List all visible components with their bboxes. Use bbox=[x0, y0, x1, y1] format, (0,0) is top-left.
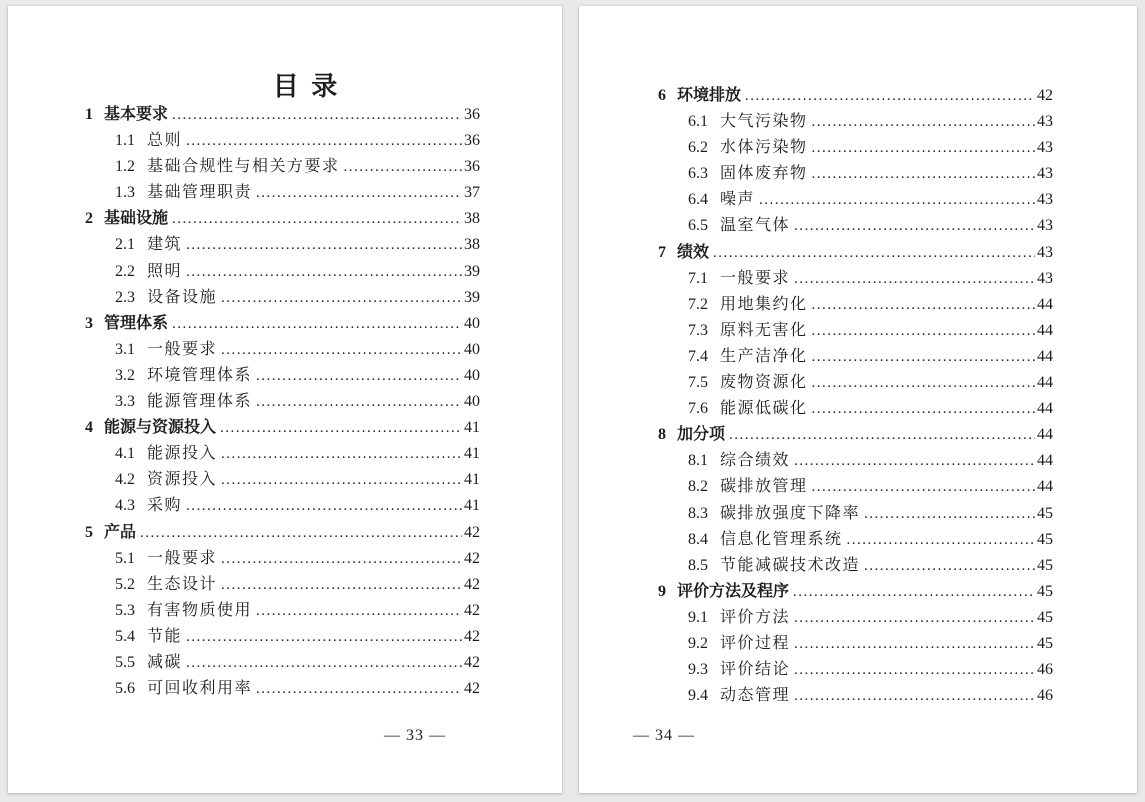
toc-entry-page: 40 bbox=[464, 314, 480, 332]
toc-entry-page: 44 bbox=[1037, 400, 1053, 418]
toc-leader-dots bbox=[812, 292, 1035, 318]
toc-entry-label: 噪声 bbox=[720, 191, 756, 209]
toc-entry bbox=[85, 624, 480, 650]
toc-entry bbox=[658, 161, 1053, 187]
toc-leader-dots bbox=[186, 259, 462, 285]
toc-entry bbox=[658, 396, 1053, 422]
toc-entry-number: 7.5 bbox=[688, 374, 708, 392]
toc-leader-dots bbox=[256, 180, 462, 206]
toc-entry-number: 5.6 bbox=[115, 680, 135, 698]
toc-entry-number: 8.3 bbox=[688, 504, 708, 522]
toc-entry bbox=[85, 128, 480, 154]
toc-entry-page: 39 bbox=[464, 262, 480, 280]
toc-entry-label: 评价方法及程序 bbox=[677, 582, 790, 600]
toc-entry-label: 生产洁净化 bbox=[720, 347, 808, 365]
toc-entry bbox=[658, 109, 1053, 135]
toc-leader-dots bbox=[186, 128, 462, 154]
toc-entry-label: 评价过程 bbox=[720, 634, 791, 652]
toc-entry-label: 减碳 bbox=[147, 653, 183, 671]
toc-entry-page: 42 bbox=[464, 523, 480, 541]
toc-entry bbox=[85, 337, 480, 363]
toc-entry-page: 46 bbox=[1037, 661, 1053, 679]
toc-entry bbox=[85, 676, 480, 702]
toc-entry bbox=[658, 605, 1053, 631]
toc-entry-number: 3.1 bbox=[115, 340, 135, 358]
toc-leader-dots bbox=[729, 422, 1035, 448]
toc-entry bbox=[85, 546, 480, 572]
toc-entry bbox=[658, 474, 1053, 500]
toc-leader-dots bbox=[864, 501, 1035, 527]
toc-title: 目 录 bbox=[272, 72, 341, 101]
toc-entry-label: 一般要求 bbox=[720, 269, 791, 287]
toc-leader-dots bbox=[812, 474, 1035, 500]
toc-entry-page: 44 bbox=[1037, 374, 1053, 392]
toc-entry-number: 3.3 bbox=[115, 393, 135, 411]
toc-leader-dots bbox=[256, 363, 462, 389]
toc-entry bbox=[85, 363, 480, 389]
toc-entry-number: 8.5 bbox=[688, 556, 708, 574]
toc-entry-page: 42 bbox=[464, 627, 480, 645]
toc-leader-dots bbox=[812, 370, 1035, 396]
toc-entry-label: 基础管理职责 bbox=[147, 184, 253, 202]
toc-entry-number: 6.5 bbox=[688, 217, 708, 235]
toc-entry bbox=[85, 259, 480, 285]
page-number-34: — 34 — bbox=[633, 727, 695, 745]
toc-leader-dots bbox=[812, 109, 1035, 135]
toc-entry-number: 9.3 bbox=[688, 661, 708, 679]
toc-entry-page: 41 bbox=[464, 497, 480, 515]
toc-entry-page: 38 bbox=[464, 236, 480, 254]
toc-entry-number: 7.2 bbox=[688, 295, 708, 313]
toc-entry-number: 8.2 bbox=[688, 478, 708, 496]
toc-entry-label: 水体污染物 bbox=[720, 139, 808, 157]
toc-entry-label: 综合绩效 bbox=[720, 452, 791, 470]
toc-entry-number: 2 bbox=[85, 210, 93, 228]
toc-entry-number: 5.1 bbox=[115, 549, 135, 567]
toc-leader-dots bbox=[793, 579, 1035, 605]
toc-entry bbox=[85, 154, 480, 180]
toc-entry-page: 39 bbox=[464, 288, 480, 306]
toc-entry-number: 4.2 bbox=[115, 471, 135, 489]
toc-entry-number: 9.1 bbox=[688, 608, 708, 626]
toc-entry-page: 40 bbox=[464, 393, 480, 411]
toc-entry bbox=[658, 501, 1053, 527]
toc-entry-number: 8.4 bbox=[688, 530, 708, 548]
toc-entry-page: 42 bbox=[464, 680, 480, 698]
toc-leader-dots bbox=[794, 213, 1035, 239]
toc-leader-dots bbox=[220, 415, 462, 441]
toc-entry-page: 40 bbox=[464, 340, 480, 358]
toc-leader-dots bbox=[221, 285, 462, 311]
toc-entry-page: 44 bbox=[1037, 295, 1053, 313]
toc-entry-label: 基础设施 bbox=[104, 210, 169, 228]
toc-leader-dots bbox=[812, 135, 1035, 161]
toc-entry-number: 1.2 bbox=[115, 158, 135, 176]
toc-entry-page: 40 bbox=[464, 366, 480, 384]
toc-leader-dots bbox=[812, 161, 1035, 187]
document-page-33 bbox=[8, 6, 562, 793]
toc-entry-label: 照明 bbox=[147, 262, 183, 280]
toc-leader-dots bbox=[221, 546, 462, 572]
toc-entry-page: 36 bbox=[464, 106, 480, 123]
toc-entry-label: 原料无害化 bbox=[720, 321, 808, 339]
toc-leader-dots bbox=[812, 344, 1035, 370]
toc-entry-page: 46 bbox=[1037, 687, 1053, 705]
page-33-content bbox=[8, 6, 562, 793]
toc-entry-label: 温室气体 bbox=[720, 217, 791, 235]
toc-entry bbox=[658, 631, 1053, 657]
toc-entry-label: 总则 bbox=[147, 132, 183, 150]
toc-entry-number: 9.4 bbox=[688, 687, 708, 705]
toc-entry bbox=[658, 657, 1053, 683]
toc-entry bbox=[658, 579, 1053, 605]
toc-entry-label: 碳排放管理 bbox=[720, 478, 808, 496]
toc-entry bbox=[658, 318, 1053, 344]
toc-entry-page: 44 bbox=[1037, 426, 1053, 444]
toc-entry bbox=[658, 135, 1053, 161]
toc-entry-number: 3.2 bbox=[115, 366, 135, 384]
toc-entry-label: 资源投入 bbox=[147, 471, 218, 489]
toc-entry-page: 42 bbox=[464, 549, 480, 567]
toc-entry-page: 43 bbox=[1037, 217, 1053, 235]
toc-entry-number: 7.4 bbox=[688, 347, 708, 365]
toc-leader-dots bbox=[812, 318, 1035, 344]
toc-leader-dots bbox=[186, 624, 462, 650]
toc-entry-label: 废物资源化 bbox=[720, 374, 808, 392]
toc-entry-page: 44 bbox=[1037, 478, 1053, 496]
toc-entry-label: 设备设施 bbox=[147, 288, 218, 306]
toc-leader-dots bbox=[745, 83, 1035, 109]
toc-entry-label: 能源投入 bbox=[147, 445, 218, 463]
toc-leader-dots bbox=[794, 605, 1035, 631]
toc-entry bbox=[658, 527, 1053, 553]
toc-leader-dots bbox=[172, 311, 462, 337]
toc-entry-number: 1.1 bbox=[115, 132, 135, 150]
toc-entry bbox=[658, 292, 1053, 318]
toc-entry bbox=[658, 344, 1053, 370]
toc-entry-label: 基本要求 bbox=[104, 106, 169, 123]
toc-entry-page: 43 bbox=[1037, 113, 1053, 131]
toc-entry-label: 用地集约化 bbox=[720, 295, 808, 313]
toc-entry-page: 45 bbox=[1037, 556, 1053, 574]
toc-entry-label: 有害物质使用 bbox=[147, 601, 253, 619]
toc-entry bbox=[85, 650, 480, 676]
toc-entry-number: 5.5 bbox=[115, 653, 135, 671]
toc-leader-dots bbox=[221, 337, 462, 363]
toc-entry-label: 能源管理体系 bbox=[147, 393, 253, 411]
toc-entry bbox=[85, 180, 480, 206]
toc-entry-label: 建筑 bbox=[147, 236, 183, 254]
toc-entry-number: 6.2 bbox=[688, 139, 708, 157]
toc-entry-page: 44 bbox=[1037, 347, 1053, 365]
toc-entry-label: 产品 bbox=[104, 523, 137, 541]
toc-entry bbox=[658, 683, 1053, 709]
toc-leader-dots bbox=[186, 650, 462, 676]
toc-leader-dots bbox=[794, 657, 1035, 683]
toc-leader-dots bbox=[713, 240, 1035, 266]
toc-entry bbox=[85, 206, 480, 232]
toc-entry bbox=[85, 415, 480, 441]
toc-entry-page: 41 bbox=[464, 445, 480, 463]
toc-entry-number: 3 bbox=[85, 314, 93, 332]
toc-entry-number: 5.4 bbox=[115, 627, 135, 645]
toc-leader-dots bbox=[794, 683, 1035, 709]
toc-entry-page: 45 bbox=[1037, 634, 1053, 652]
toc-entry-label: 评价方法 bbox=[720, 608, 791, 626]
toc-entry-page: 44 bbox=[1037, 321, 1053, 339]
toc-entry-number: 8.1 bbox=[688, 452, 708, 470]
toc-leader-dots bbox=[221, 441, 462, 467]
toc-entry-number: 9.2 bbox=[688, 634, 708, 652]
toc-entry-number: 7 bbox=[658, 243, 666, 261]
toc-entry-number: 8 bbox=[658, 426, 666, 444]
toc-leader-dots bbox=[794, 631, 1035, 657]
toc-entry-label: 可回收利用率 bbox=[147, 680, 253, 698]
toc-entry-label: 碳排放强度下降率 bbox=[720, 504, 861, 522]
toc-entry-page: 41 bbox=[464, 419, 480, 437]
toc-entry-label: 节能 bbox=[147, 627, 183, 645]
toc-entry bbox=[85, 102, 480, 128]
toc-leader-dots bbox=[256, 676, 462, 702]
toc-entry-number: 5.2 bbox=[115, 575, 135, 593]
toc-entry-page: 42 bbox=[464, 575, 480, 593]
toc-entry-number: 2.3 bbox=[115, 288, 135, 306]
toc-entry bbox=[658, 187, 1053, 213]
toc-entry-label: 基础合规性与相关方要求 bbox=[147, 158, 340, 176]
toc-entry-label: 固体废弃物 bbox=[720, 165, 808, 183]
page-number-33: — 33 — bbox=[384, 727, 446, 745]
toc-entry bbox=[85, 311, 480, 337]
toc-entry-label: 绩效 bbox=[677, 243, 710, 261]
toc-entry-number: 6 bbox=[658, 87, 666, 104]
toc-entry bbox=[658, 370, 1053, 396]
toc-entry-label: 评价结论 bbox=[720, 661, 791, 679]
toc-leader-dots bbox=[172, 102, 462, 128]
toc-entry-page: 42 bbox=[464, 601, 480, 619]
toc-leader-dots bbox=[812, 396, 1035, 422]
toc-entry-label: 一般要求 bbox=[147, 549, 218, 567]
toc-entry bbox=[85, 441, 480, 467]
toc-entry-label: 生态设计 bbox=[147, 575, 218, 593]
toc-leader-dots bbox=[256, 598, 462, 624]
toc-entry-number: 6.1 bbox=[688, 113, 708, 131]
toc-entry-page: 44 bbox=[1037, 452, 1053, 470]
toc-entry-page: 43 bbox=[1037, 243, 1053, 261]
toc-entry-number: 1.3 bbox=[115, 184, 135, 202]
toc-entry-number: 5.3 bbox=[115, 601, 135, 619]
toc-entry bbox=[85, 572, 480, 598]
toc-list-left bbox=[85, 102, 480, 702]
toc-entry bbox=[658, 448, 1053, 474]
toc-entry-number: 5 bbox=[85, 523, 93, 541]
toc-entry-label: 管理体系 bbox=[104, 314, 169, 332]
toc-entry-page: 43 bbox=[1037, 191, 1053, 209]
toc-entry-page: 43 bbox=[1037, 269, 1053, 287]
toc-entry-number: 7.6 bbox=[688, 400, 708, 418]
toc-entry-label: 信息化管理系统 bbox=[720, 530, 843, 548]
toc-entry-label: 环境排放 bbox=[677, 87, 742, 104]
toc-entry-page: 41 bbox=[464, 471, 480, 489]
toc-entry bbox=[658, 266, 1053, 292]
toc-entry bbox=[85, 389, 480, 415]
document-page-34 bbox=[579, 6, 1137, 793]
toc-entry bbox=[658, 553, 1053, 579]
toc-leader-dots bbox=[847, 527, 1035, 553]
toc-entry-page: 45 bbox=[1037, 608, 1053, 626]
toc-entry-page: 36 bbox=[464, 158, 480, 176]
toc-list-right bbox=[658, 6, 1053, 709]
toc-entry-page: 36 bbox=[464, 132, 480, 150]
toc-entry-label: 动态管理 bbox=[720, 687, 791, 705]
toc-entry-number: 1 bbox=[85, 106, 93, 123]
toc-leader-dots bbox=[186, 493, 462, 519]
toc-leader-dots bbox=[172, 206, 462, 232]
toc-entry-number: 6.3 bbox=[688, 165, 708, 183]
page-34-content bbox=[579, 6, 1137, 793]
toc-leader-dots bbox=[221, 467, 462, 493]
toc-entry-number: 7.3 bbox=[688, 321, 708, 339]
toc-entry-page: 45 bbox=[1037, 530, 1053, 548]
toc-leader-dots bbox=[140, 520, 462, 546]
toc-entry-page: 38 bbox=[464, 210, 480, 228]
toc-entry-label: 能源与资源投入 bbox=[104, 419, 217, 437]
toc-entry bbox=[658, 213, 1053, 239]
toc-entry bbox=[658, 422, 1053, 448]
toc-leader-dots bbox=[794, 448, 1035, 474]
toc-entry-number: 4.3 bbox=[115, 497, 135, 515]
toc-entry-number: 9 bbox=[658, 582, 666, 600]
toc-leader-dots bbox=[344, 154, 462, 180]
toc-entry bbox=[85, 467, 480, 493]
toc-entry bbox=[85, 598, 480, 624]
toc-entry bbox=[85, 285, 480, 311]
toc-entry-page: 45 bbox=[1037, 504, 1053, 522]
toc-entry-number: 4.1 bbox=[115, 445, 135, 463]
toc-entry bbox=[658, 240, 1053, 266]
toc-entry bbox=[85, 493, 480, 519]
toc-entry-label: 采购 bbox=[147, 497, 183, 515]
toc-entry-number: 7.1 bbox=[688, 269, 708, 287]
toc-entry-label: 环境管理体系 bbox=[147, 366, 253, 384]
toc-entry-page: 43 bbox=[1037, 165, 1053, 183]
toc-entry-page: 43 bbox=[1037, 139, 1053, 157]
toc-leader-dots bbox=[256, 389, 462, 415]
toc-entry-label: 一般要求 bbox=[147, 340, 218, 358]
toc-leader-dots bbox=[794, 266, 1035, 292]
toc-entry bbox=[85, 232, 480, 258]
toc-entry-label: 能源低碳化 bbox=[720, 400, 808, 418]
toc-entry bbox=[85, 520, 480, 546]
toc-entry-number: 4 bbox=[85, 419, 93, 437]
toc-leader-dots bbox=[759, 187, 1035, 213]
toc-entry-page: 42 bbox=[464, 653, 480, 671]
toc-entry-number: 6.4 bbox=[688, 191, 708, 209]
toc-entry bbox=[658, 83, 1053, 109]
toc-entry-number: 2.2 bbox=[115, 262, 135, 280]
toc-entry-label: 加分项 bbox=[677, 426, 726, 444]
toc-leader-dots bbox=[221, 572, 462, 598]
toc-entry-page: 42 bbox=[1037, 87, 1053, 104]
toc-entry-page: 37 bbox=[464, 184, 480, 202]
toc-leader-dots bbox=[864, 553, 1035, 579]
toc-entry-label: 大气污染物 bbox=[720, 113, 808, 131]
toc-entry-label: 节能减碳技术改造 bbox=[720, 556, 861, 574]
toc-entry-number: 2.1 bbox=[115, 236, 135, 254]
toc-entry-page: 45 bbox=[1037, 582, 1053, 600]
toc-leader-dots bbox=[186, 232, 462, 258]
